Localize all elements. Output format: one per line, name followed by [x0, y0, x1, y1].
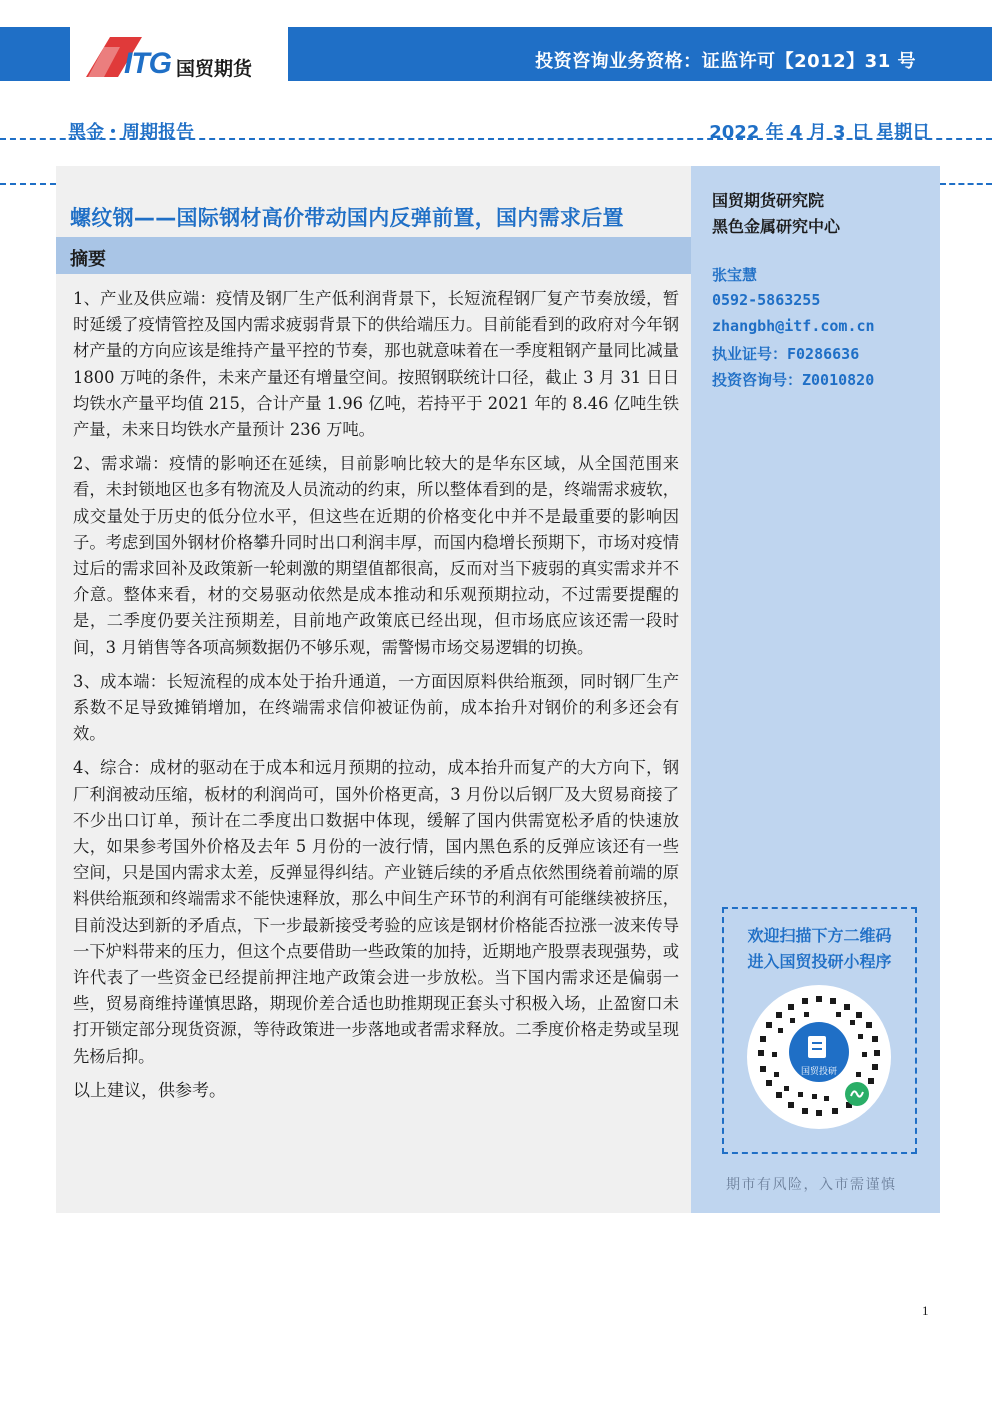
- analyst-phone: 0592-5863255: [712, 291, 821, 309]
- risk-warning: 期市有风险，入市需谨慎: [726, 1177, 897, 1193]
- header-accent-left: [0, 27, 70, 81]
- report-title: 螺纹钢——国际钢材高价带动国内反弹前置，国内需求后置: [70, 206, 624, 230]
- divider-top: [0, 138, 992, 140]
- sidebar: [691, 166, 940, 1213]
- qr-caption-line1: 欢迎扫描下方二维码: [747, 926, 892, 945]
- mini-program-qr-icon[interactable]: [744, 982, 894, 1132]
- report-type: 黑金・周期报告: [68, 122, 194, 143]
- qr-caption-line2: 进入国贸投研小程序: [747, 952, 892, 971]
- logo: [70, 27, 288, 81]
- report-date: 2022 年 4 月 3 日 星期日: [709, 122, 930, 143]
- license-number: 执业证号：F0286636: [712, 345, 860, 363]
- abstract-header: [56, 237, 691, 274]
- qr-center-label: 国贸投研: [800, 1067, 838, 1077]
- divider-bottom-left: [0, 183, 56, 185]
- main-content: [56, 166, 691, 1213]
- logo-company-name: 国贸期货: [176, 58, 253, 80]
- header-banner: [288, 27, 992, 81]
- analyst-email[interactable]: zhangbh@itf.com.cn: [712, 317, 875, 335]
- institute-name: 国贸期货研究院: [712, 191, 825, 210]
- closing-note: 以上建议，供参考。: [73, 1080, 226, 1101]
- analyst-name: 张宝慧: [712, 266, 758, 284]
- divider-bottom-right: [940, 183, 992, 185]
- qr-card: [722, 907, 917, 1154]
- header-bar: [0, 27, 992, 81]
- abstract-label: 摘要: [70, 249, 106, 270]
- advisory-number: 投资咨询号：Z0010820: [712, 371, 875, 389]
- qualification-text: 投资咨询业务资格：证监许可【2012】31 号: [535, 51, 916, 72]
- page-number: 1: [922, 1303, 929, 1318]
- paragraph-supply: 1、产业及供应端：疫情及钢厂生产低利润背景下，长短流程钢厂复产节奏放缓，暂时延缓了疫情管控及国内需求疲弱背景下的供给端压力。目前能看到的政府对今年钢材产量的方向应该是维持产量平控的节奏，那也就意味着在一季度粗钢产量同比减量 1800 万吨的条件，未来产量还有增量空间。按照钢联统计口径，截止 3 月 31 日日均铁水产量平均值 215，合计产量 1.96 亿吨，若持平于 2021 年的 8.46 亿吨生铁产量，未来日均铁水产量预计 236 万吨。: [73, 289, 679, 440]
- subheader: [0, 110, 992, 150]
- paragraph-demand: 2、需求端：疫情的影响还在延续，目前影响比较大的是华东区域，从全国范围来看，未封锁地区也多有物流及人员流动的约束，所以整体看到的是，终端需求疲软，成交量处于历史的低分位水平，但这些在近期的价格变化中并不是最重要的影响因子。考虑到国外钢材价格攀升同时出口利润丰厚，而国内稳增长预期下，市场对疫情过后的需求回补及政策新一轮刺激的期望值都很高，反而对当下疲弱的真实需求并不介意。整体来看，材的交易驱动依然是成本推动和乐观预期拉动，不过需要提醒的是，二季度仍要关注预期差，目前地产政策底已经出现，但市场底应该还需一段时间，3 月销售等各项高频数据仍不够乐观，需警惕市场交易逻辑的切换。: [73, 454, 679, 657]
- logo-text: ITG: [124, 47, 171, 80]
- research-center: 黑色金属研究中心: [712, 217, 841, 236]
- paragraph-summary: 4、综合：成材的驱动在于成本和远月预期的拉动，成本抬升而复产的大方向下，钢厂利润被动压缩，板材的利润尚可，国外价格更高，3 月份以后钢厂及大贸易商接了不少出口订单，预计在二季度出口数据中体现，缓解了国内供需宽松矛盾的快速放大，如果参考国外价格及去年 5 月份的一波行情，国内黑色系的反弹应该还有一些空间，只是国内需求太差，反弹显得纠结。产业链后续的矛盾点依然围绕着前端的原料供给瓶颈和终端需求不能快速释放，那么中间生产环节的利润有可能继续被挤压，目前没达到新的矛盾点，下一步最新接受考验的应该是钢材价格能否拉涨一波来传导一下炉料带来的压力，但这个点要借助一些政策的加持，近期地产股票表现强势，或许代表了一些资金已经提前押注地产政策会进一步放松。当下国内需求还是偏弱一些，贸易商维持谨慎思路，期现价差合适也助推期现正套头寸积极入场，止盈窗口未打开锁定部分现货资源，等待政策进一步落地或者需求释放。二季度价格走势或呈现先杨后抑。: [73, 758, 679, 1066]
- abstract-body: [73, 286, 679, 1112]
- paragraph-cost: 3、成本端：长短流程的成本处于抬升通道，一方面因原料供给瓶颈，同时钢厂生产系数不足导致摊销增加，在终端需求信仰被证伪前，成本抬升对钢价的利多还会有效。: [73, 671, 679, 744]
